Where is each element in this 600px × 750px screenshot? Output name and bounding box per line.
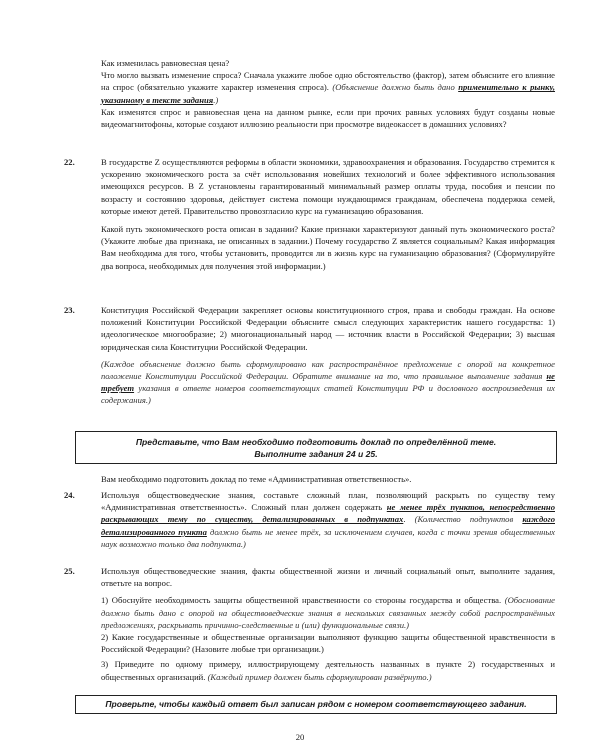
task-25-item-3: 3) Приведите по одному примеру, иллюстрирующему деятельность названных в пункте 2) государственных и общественных организаций. (Каждый пример должен быть сформулирован развёрнуто.) [101, 659, 555, 682]
task-23-text: Конституция Российской Федерации закрепляет основы конституционного строя, права и свободы граждан. На основе положений Конституции Российской Федерации объясните смысл следующих характеристик нашего государства: 1) идеологическое многообразие; 2) многонациональный народ — источник власти в Российской Федерации; 3) высшая юридическая сила Конституции Российской Федерации. [101, 305, 555, 352]
page-number: 20 [295, 732, 305, 742]
report-instruction-line-1: Представьте, что Вам необходимо подготовить доклад по определённой теме. [135, 437, 497, 447]
task-continuation [101, 57, 555, 130]
report-topic [101, 473, 555, 485]
task-25-intro: Используя обществоведческие знания, факты общественной жизни и личный социальный опыт, выполните задания, ответьте на вопрос. [101, 566, 555, 589]
task-25-item-2: 2) Какие государственные и общественные организации выполняют функцию защиты общественной нравственности в Российской Федерации? (Назовите любые три организации.) [101, 632, 555, 655]
task-25-number: 25. [64, 566, 75, 576]
task-25 [101, 565, 555, 683]
final-reminder-text: Проверьте, чтобы каждый ответ был записан рядом с номером соответствующего задания. [105, 699, 527, 709]
task-24-text: Используя обществоведческие знания, составьте сложный план, позволяющий раскрыть по существу тему «Административная ответственность». Сложный план должен содержать не менее трёх пунктов, непосредственно раскрывающих тему по существу, детализированных в подпунктах. (Количество подпунктов каждого детализированного пункта должно быть не менее трёх, за исключением случаев, когда с точки зрения общественных наук возможно только два подпункта.) [101, 490, 555, 549]
task-22-text: В государстве Z осуществляются реформы в области экономики, здравоохранения и образования. Государство стремится к ускорению экономического роста за счёт использования новейших технологий и более эффективного использования имеющихся ресурсов. В Z установлены гарантированный минимальный размер оплаты труда, пособия и пенсии по возрасту и состоянию здоровья, действует система помощи нуждающимся гражданам, обеспечена поддержка семей, которые имеют детей. Правительство провозгласило курс на гуманизацию образования. [101, 157, 555, 216]
report-instruction-box [75, 431, 557, 464]
question-demand-change: Что могло вызвать изменение спроса? Сначала укажите любое одно обстоятельство (фактор), затем объясните его влияние на спрос (обязательно укажите характер изменения спроса). (Объяснение должно быть дано применительно к рынку, указанному в тексте задания.) [101, 70, 556, 105]
task-22-number: 22. [64, 157, 75, 167]
report-instruction-line-2: Выполните задания 24 и 25. [254, 449, 378, 459]
report-topic-text: Вам необходимо подготовить доклад по теме «Административная ответственность». [101, 474, 412, 484]
task-24 [101, 489, 555, 550]
task-23-number: 23. [64, 305, 75, 315]
question-equilibrium-price: Как изменилась равновесная цена? [101, 58, 230, 68]
task-24-number: 24. [64, 490, 75, 500]
task-23 [101, 304, 555, 407]
final-reminder-box [75, 695, 557, 714]
task-25-item-1: 1) Обоснуйте необходимость защиты общественной нравственности со стороны государства и общества. (Обоснование должно быть дано с опорой на обществоведческие знания в нескольких связанных между собой распространённых предложениях, раскрывать причинно-следственные и (или) функциональные связи.) [101, 595, 555, 630]
task-22 [101, 156, 555, 272]
task-23-note: (Каждое объяснение должно быть сформулировано как распространённое предложение с опорой на конкретное положение Конституции Российской Федерации. Обратите внимание на то, что правильное выполнение задания не требует указания в ответе номеров соответствующих статей Конституции РФ и дословного воспроизведения их содержания.) [101, 358, 555, 406]
question-new-vcr: Как изменятся спрос и равновесная цена на данном рынке, если при прочих равных условиях будут созданы новые видеомагнитофоны, которые создают иллюзию реальности при просмотре видеокассет в домашних условиях? [101, 106, 555, 130]
task-22-questions: Какой путь экономического роста описан в задании? Какие признаки характеризуют данный путь экономического роста? (Укажите любые два признака, не описанных в задании.) Почему государство Z является социальным? Какая информация Вам необходима для того, чтобы установить, проводится ли в жизнь курс на гуманизацию образования? (Сформулируйте два вопроса, необходимых для получения этой информации.) [101, 224, 555, 271]
